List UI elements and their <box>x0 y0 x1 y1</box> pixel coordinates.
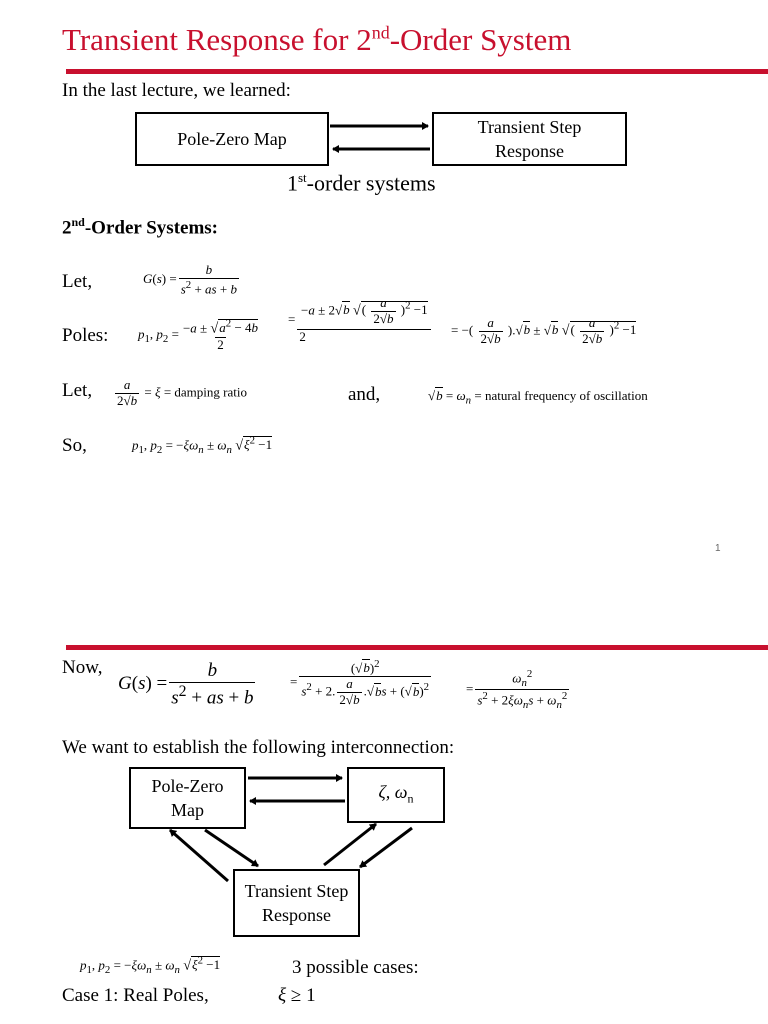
transfer-function-g: G(s) = $\frac{b}{s^2 + as + b}$ <box>143 262 237 297</box>
poles-label: Poles: <box>62 325 109 346</box>
slide-title: Transient Response for 2nd-Order System <box>62 22 572 57</box>
transient-step-response-box-2: Transient Step Response <box>233 869 360 937</box>
now-label: Now, <box>62 657 103 678</box>
pole-zero-map-box-2: Pole-Zero Map <box>129 767 246 829</box>
poles-formula-2: = −a ± 2√b √( $\frac{a}{2√b}$ )$^2$ −1 2 <box>288 296 433 345</box>
second-order-heading: 2nd-Order Systems: <box>62 215 219 239</box>
arrow-tsr-to-pz <box>170 830 228 881</box>
pole-zero-map-box: Pole-Zero Map <box>135 112 329 166</box>
transfer-function-g-large: G(s) = $\frac{b}{s^2 + as + b}$ <box>118 660 254 709</box>
page-number: 1 <box>715 543 721 554</box>
natural-frequency-def: $√b = \omega_n$ = natural frequency of oscillation <box>428 388 648 407</box>
poles-formula-1: $p_1$, $p_2$ = $\frac{-a \pm √a^2 - 4b}{2}$ <box>138 318 259 352</box>
let-label-1: Let, <box>62 271 93 292</box>
let-label-2: Let, <box>62 380 93 401</box>
arrow-tsr-to-zeta <box>324 824 376 865</box>
three-cases-text: 3 possible cases: <box>292 957 419 978</box>
poles-in-zeta-omega: $p_1$, $p_2 = -\xi\omega_n \pm \omega_n$ $√\xi^2 -1$ <box>132 435 273 456</box>
poles-formula-3: = −( $\frac{a}{2√b}$ ).√b ± √b √( $\frac{a}{2√b}$ )$^2$ −1 <box>451 315 637 346</box>
so-label: So, <box>62 435 87 456</box>
transfer-function-expanded: = $(√b)^2$ $s^2 + 2$. $\frac{a}{2√b}$ $.√bs + (√b)^2$ <box>290 658 430 708</box>
poles-in-zeta-omega-2: $p_1$, $p_2 = -\xi\omega_n \pm \omega_n$ $√\xi^2 -1$ <box>80 955 221 976</box>
first-order-caption: 1st-order systems <box>287 170 436 196</box>
arrow-zeta-to-tsr <box>360 828 412 867</box>
damping-ratio-def: $\frac{a}{2√b}$ = ξ = damping ratio <box>117 377 247 408</box>
case-1-text: Case 1: Real Poles, <box>62 985 209 1006</box>
arrow-pz-to-tsr <box>205 830 258 866</box>
transfer-function-standard: = $\frac{\omega_n^2}{s^2 + 2\xi\omega_ns + \omega_n^2}$ <box>466 668 568 712</box>
case-1-condition: ξ ≥ 1 <box>278 985 316 1006</box>
establish-text: We want to establish the following interconnection: <box>62 737 455 758</box>
transient-step-response-box: Transient Step Response <box>432 112 627 166</box>
zeta-omega-box: ζ, $\omega_n$ <box>347 767 445 823</box>
intro-text: In the last lecture, we learned: <box>62 80 291 101</box>
and-label: and, <box>348 384 381 405</box>
